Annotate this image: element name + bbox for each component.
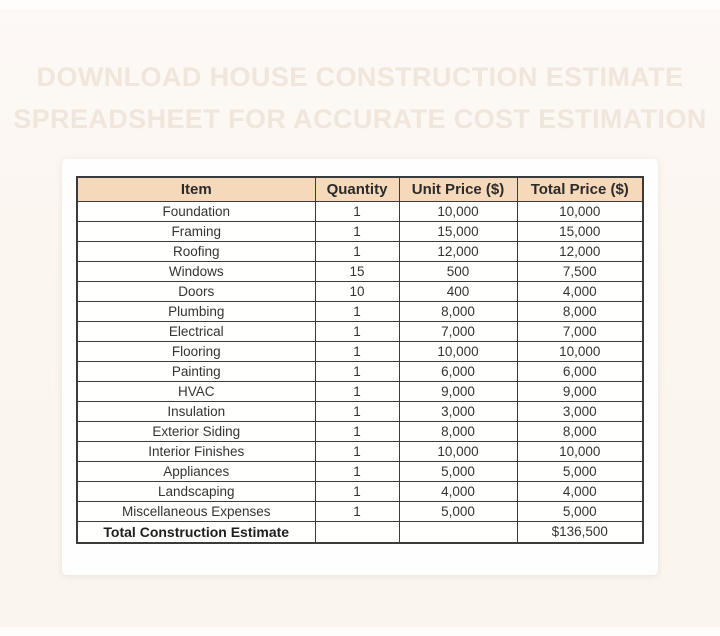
total-price-cell: 7,500 — [517, 261, 643, 281]
item-cell: Miscellaneous Expenses — [77, 501, 315, 521]
watermark-title-line2: SPREADSHEET FOR ACCURATE COST ESTIMATION — [13, 104, 707, 134]
quantity-cell: 1 — [315, 441, 399, 461]
unit-price-cell: 10,000 — [399, 341, 517, 361]
watermark-title — [0, 56, 720, 140]
quantity-cell: 1 — [315, 501, 399, 521]
total-price-cell: 6,000 — [517, 361, 643, 381]
total-price-cell: 8,000 — [517, 301, 643, 321]
item-cell: HVAC — [77, 381, 315, 401]
unit-price-cell: 500 — [399, 261, 517, 281]
table-row — [77, 341, 643, 361]
item-cell: Doors — [77, 281, 315, 301]
quantity-cell: 1 — [315, 421, 399, 441]
unit-price-cell: 8,000 — [399, 421, 517, 441]
total-price-cell: 9,000 — [517, 381, 643, 401]
item-cell: Appliances — [77, 461, 315, 481]
item-cell: Electrical — [77, 321, 315, 341]
table-row — [77, 361, 643, 381]
table-body — [77, 201, 643, 521]
item-cell: Foundation — [77, 201, 315, 221]
table-row — [77, 401, 643, 421]
table-row — [77, 261, 643, 281]
quantity-cell: 1 — [315, 221, 399, 241]
spreadsheet-card — [62, 159, 658, 575]
table-row — [77, 421, 643, 441]
total-row-label: Total Construction Estimate — [77, 521, 315, 543]
quantity-cell: 1 — [315, 361, 399, 381]
item-cell: Landscaping — [77, 481, 315, 501]
total-price-cell: 4,000 — [517, 481, 643, 501]
item-cell: Plumbing — [77, 301, 315, 321]
item-cell: Roofing — [77, 241, 315, 261]
table-row — [77, 381, 643, 401]
bottom-edge-strip — [0, 627, 720, 636]
column-header-total-price: Total Price ($) — [517, 177, 643, 201]
quantity-cell: 15 — [315, 261, 399, 281]
unit-price-cell: 12,000 — [399, 241, 517, 261]
item-cell: Exterior Siding — [77, 421, 315, 441]
quantity-cell: 1 — [315, 341, 399, 361]
table-row — [77, 501, 643, 521]
total-price-cell: 5,000 — [517, 461, 643, 481]
quantity-cell: 1 — [315, 241, 399, 261]
unit-price-cell: 10,000 — [399, 441, 517, 461]
quantity-cell: 1 — [315, 201, 399, 221]
table-header-row — [77, 177, 643, 201]
item-cell: Painting — [77, 361, 315, 381]
total-row — [77, 521, 643, 543]
unit-price-cell: 6,000 — [399, 361, 517, 381]
table-row — [77, 461, 643, 481]
unit-price-cell: 4,000 — [399, 481, 517, 501]
item-cell: Interior Finishes — [77, 441, 315, 461]
table-row — [77, 221, 643, 241]
total-row-total-value: $136,500 — [517, 521, 643, 543]
quantity-cell: 10 — [315, 281, 399, 301]
unit-price-cell: 15,000 — [399, 221, 517, 241]
table-row — [77, 321, 643, 341]
table-row — [77, 441, 643, 461]
total-row-quantity-cell — [315, 521, 399, 543]
total-row-unit-price-cell — [399, 521, 517, 543]
table-row — [77, 201, 643, 221]
unit-price-cell: 5,000 — [399, 461, 517, 481]
quantity-cell: 1 — [315, 381, 399, 401]
total-price-cell: 10,000 — [517, 341, 643, 361]
table-row — [77, 301, 643, 321]
total-price-cell: 3,000 — [517, 401, 643, 421]
unit-price-cell: 3,000 — [399, 401, 517, 421]
unit-price-cell: 9,000 — [399, 381, 517, 401]
item-cell: Framing — [77, 221, 315, 241]
column-header-unit-price: Unit Price ($) — [399, 177, 517, 201]
total-price-cell: 12,000 — [517, 241, 643, 261]
unit-price-cell: 400 — [399, 281, 517, 301]
item-cell: Insulation — [77, 401, 315, 421]
quantity-cell: 1 — [315, 401, 399, 421]
watermark-title-line1: DOWNLOAD HOUSE CONSTRUCTION ESTIMATE — [36, 62, 684, 92]
unit-price-cell: 8,000 — [399, 301, 517, 321]
quantity-cell: 1 — [315, 461, 399, 481]
column-header-item: Item — [77, 177, 315, 201]
table-row — [77, 241, 643, 261]
total-price-cell: 8,000 — [517, 421, 643, 441]
top-edge-strip — [0, 0, 720, 9]
quantity-cell: 1 — [315, 481, 399, 501]
unit-price-cell: 5,000 — [399, 501, 517, 521]
item-cell: Windows — [77, 261, 315, 281]
quantity-cell: 1 — [315, 321, 399, 341]
quantity-cell: 1 — [315, 301, 399, 321]
total-price-cell: 4,000 — [517, 281, 643, 301]
unit-price-cell: 10,000 — [399, 201, 517, 221]
total-price-cell: 15,000 — [517, 221, 643, 241]
column-header-quantity: Quantity — [315, 177, 399, 201]
total-price-cell: 10,000 — [517, 441, 643, 461]
table-row — [77, 281, 643, 301]
total-price-cell: 7,000 — [517, 321, 643, 341]
construction-estimate-table — [76, 176, 644, 544]
total-price-cell: 10,000 — [517, 201, 643, 221]
total-price-cell: 5,000 — [517, 501, 643, 521]
unit-price-cell: 7,000 — [399, 321, 517, 341]
item-cell: Flooring — [77, 341, 315, 361]
table-row — [77, 481, 643, 501]
